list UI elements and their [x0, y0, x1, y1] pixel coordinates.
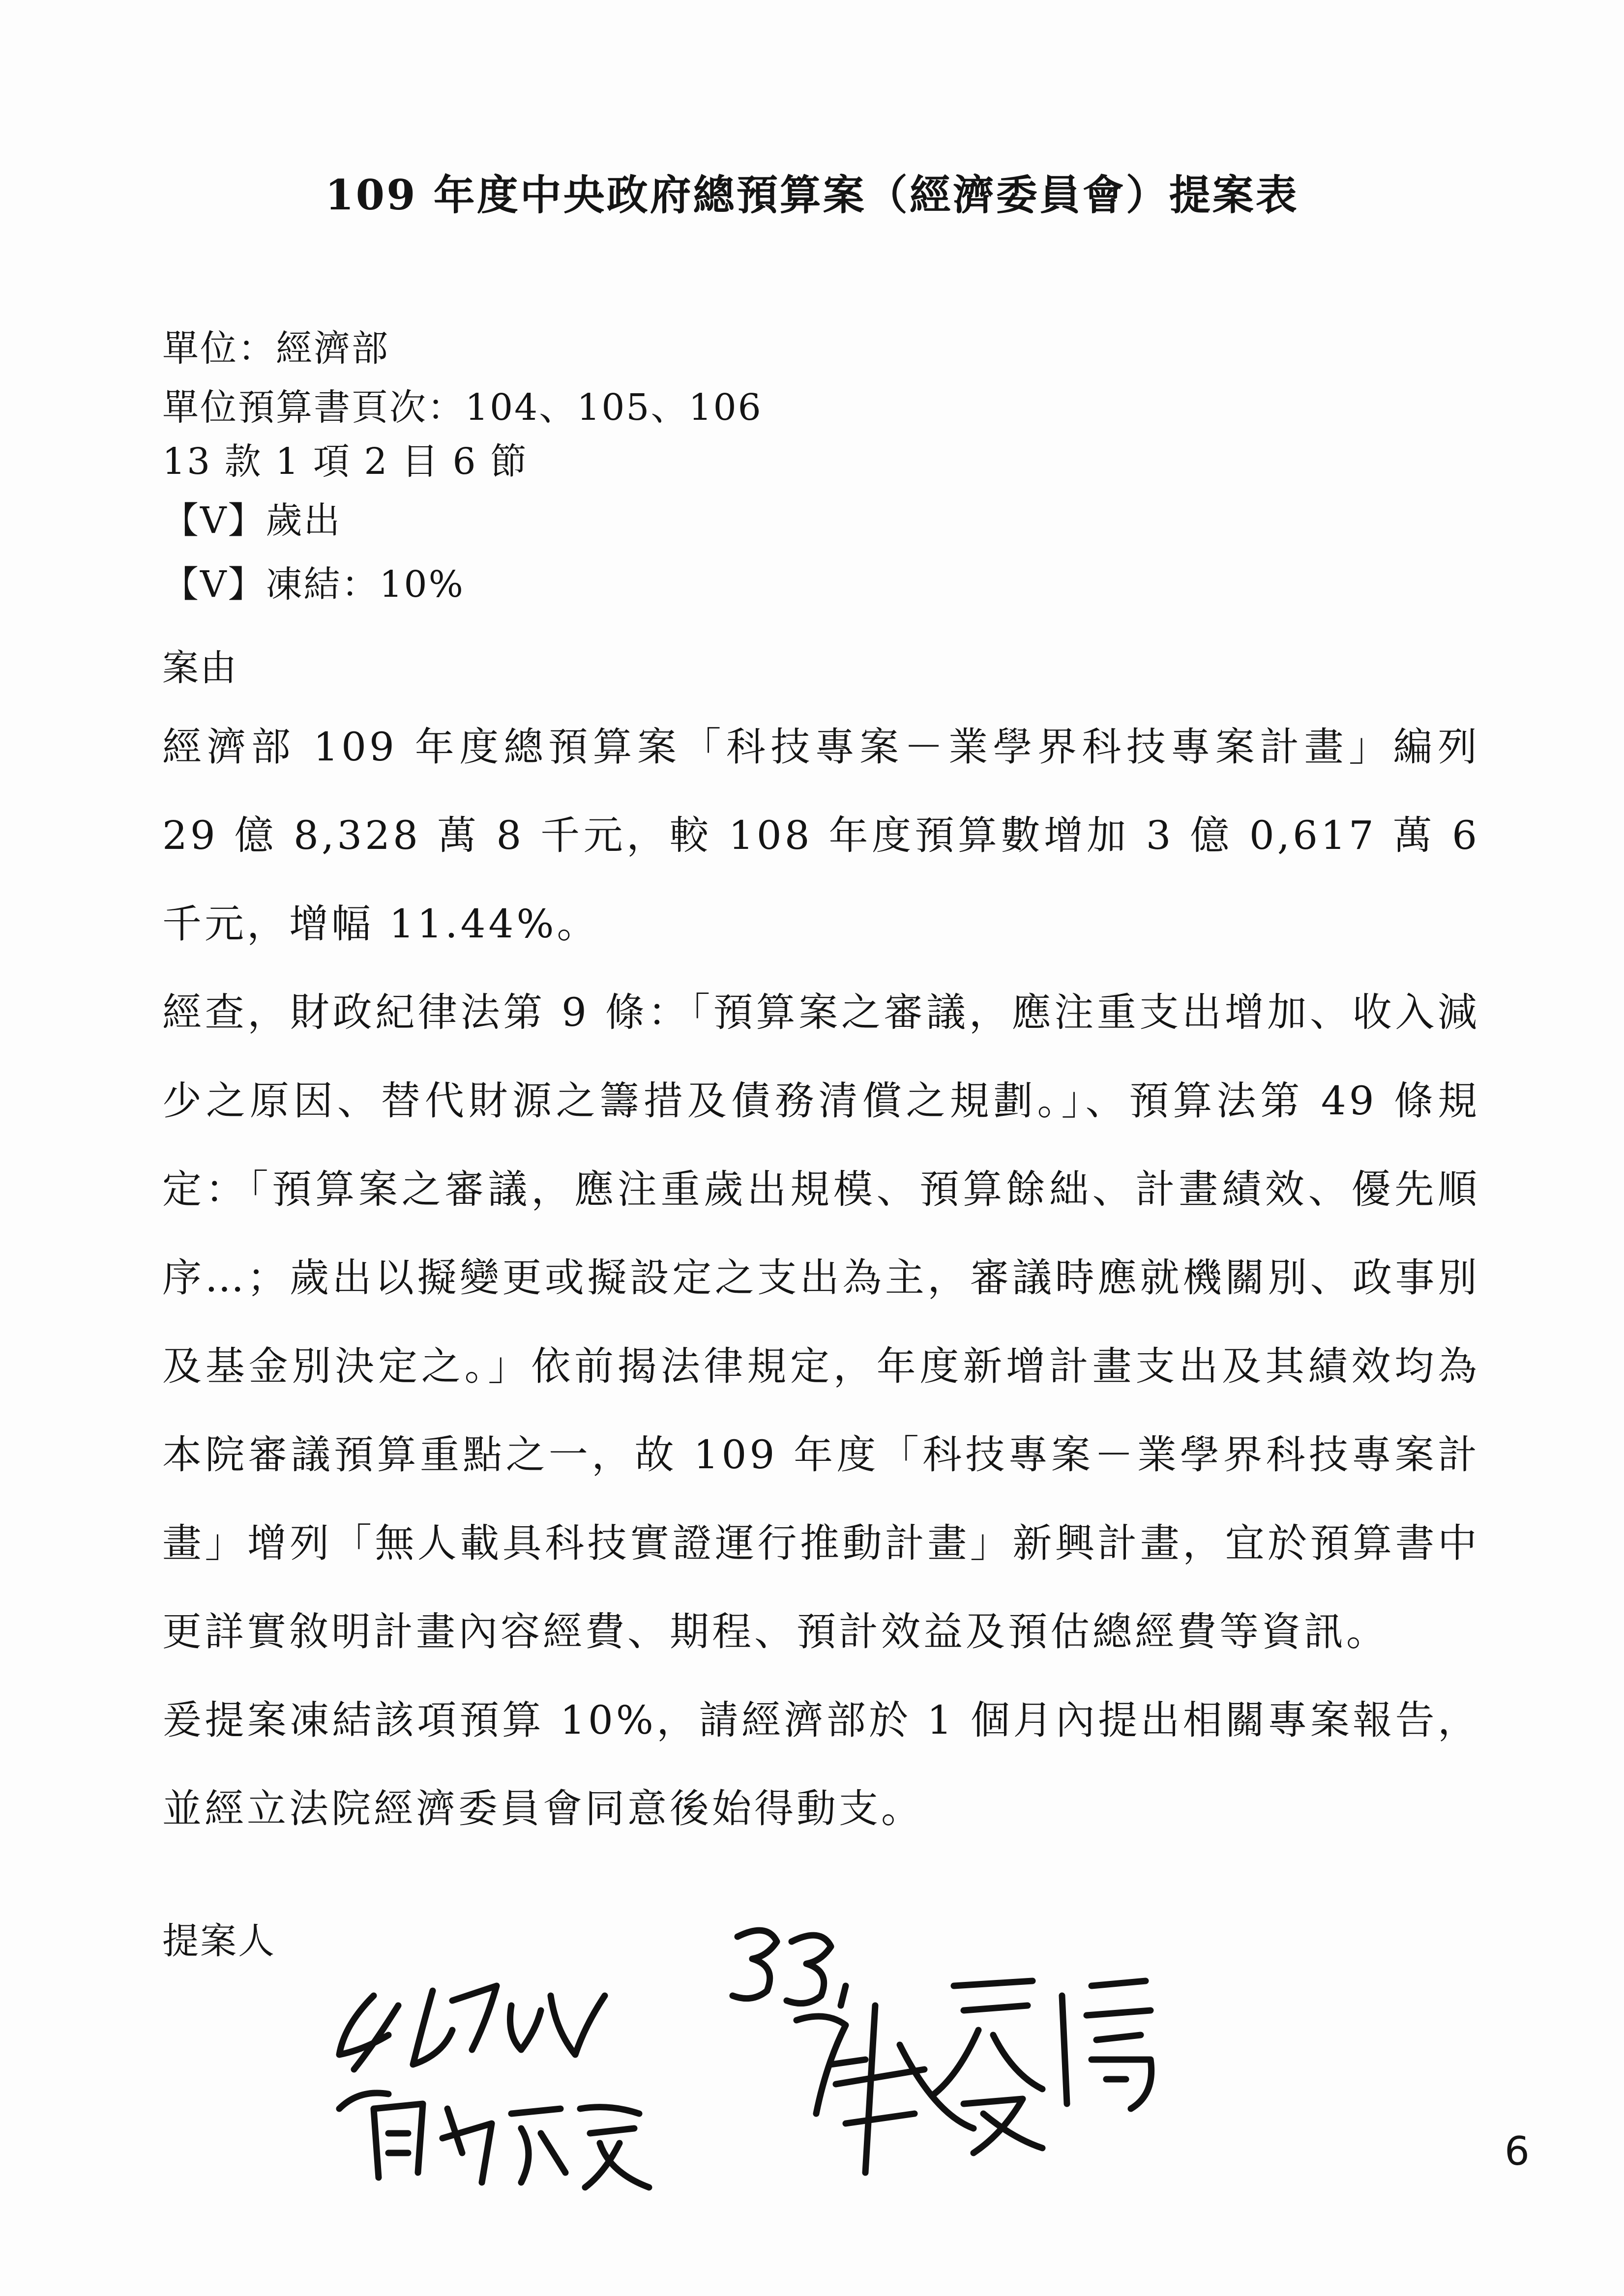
page-number: 6: [1505, 2128, 1530, 2174]
budget-item-line: 13 款 1 項 2 目 6 節: [162, 440, 529, 483]
signature-1: [339, 1986, 605, 2109]
signature-2: [374, 2104, 649, 2187]
freeze-checkbox-line: 【V】凍結：10%: [162, 563, 465, 606]
reason-paragraph-3: 爰提案凍結該項預算 10%，請經濟部於 1 個月內提出相關專案報告，並經立法院經濟委員會同意後始得動支。: [162, 1697, 1480, 1831]
unit-line: 單位：經濟部: [162, 327, 389, 370]
document-title: 109 年度中央政府總預算案（經濟委員會）提案表: [325, 171, 1299, 219]
proposer-label: 提案人: [162, 1920, 276, 1962]
signature-4: [797, 1981, 1152, 2173]
budget-pages-line: 單位預算書頁次：104、105、106: [162, 386, 763, 429]
reason-paragraph-2: 經查，財政紀律法第 9 條：「預算案之審議，應注重支出增加、收入減少之原因、替代財源之籌措及債務清償之規劃。」、預算法第 49 條規定：「預算案之審議，應注重歲出規模、預算餘絀、計畫績效、優先順序…；歲出以擬變更或擬設定之支出為主，審議時應就機關別、政事別及基金別決定之。」依前揭法律規定，年度新增計畫支出及其績效均為本院審議預算重點之一，故 109 年度「科技專案－業學界科技專案計畫」增列「無人載具科技實證運行推動計畫」新興計畫，宜於預算書中更詳實敘明計畫內容經費、期程、預計效益及預估總經費等資訊。: [162, 989, 1480, 1655]
expenditure-checkbox-line: 【V】歲出: [162, 499, 342, 542]
signature-3: [733, 1930, 846, 2005]
reason-label: 案由: [162, 647, 238, 689]
reason-paragraph-1: 經濟部 109 年度總預算案「科技專案－業學界科技專案計畫」編列 29 億 8,328 萬 8 千元，較 108 年度預算數增加 3 億 0,617 萬 6 千元，增幅 11.44%。: [162, 724, 1480, 947]
